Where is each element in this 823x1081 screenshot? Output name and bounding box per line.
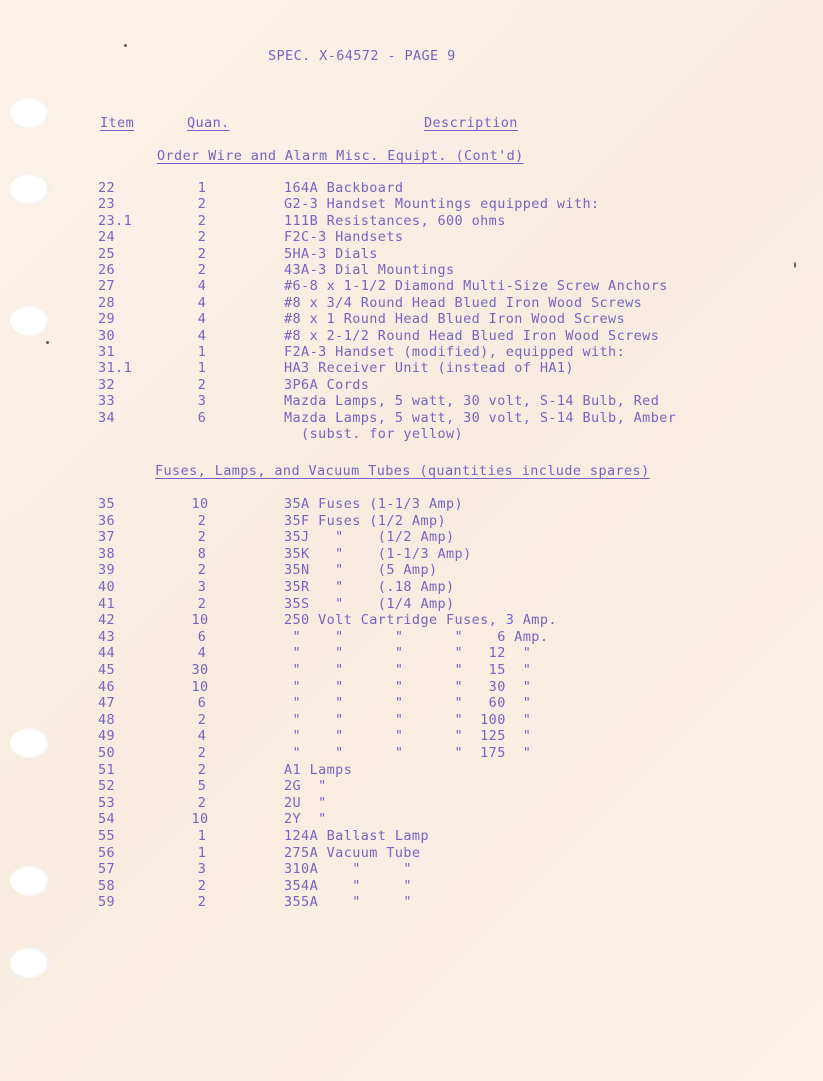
quantity: 1 [197,828,207,844]
quantity: 3 [197,861,207,878]
item-description: 35R " (.18 Amp) [284,579,455,595]
item-description: 250 Volt Cartridge Fuses, 3 Amp. [284,612,557,629]
item-description: HA3 Receiver Unit (instead of HA1) [284,360,574,377]
item-description: 5HA-3 Dials [284,245,378,262]
quantity: 10 [191,811,209,828]
item-description: 2U " [284,794,327,811]
item-number: 31.1 [98,360,133,377]
item-number: 45 [98,662,116,678]
quantity: 2 [197,196,207,213]
binder-hole [10,866,50,896]
item-number: 58 [98,877,116,894]
item-number: 56 [98,844,116,861]
item-description: 35F Fuses (1/2 Amp) [284,512,447,529]
paper-speck [794,262,796,268]
item-description: G2-3 Handset Mountings equipped with: [284,196,600,213]
item-number: 50 [98,745,116,761]
item-description: #8 x 3/4 Round Head Blued Iron Wood Screws [284,294,643,311]
item-description: #8 x 1 Round Head Blued Iron Wood Screws [284,311,626,328]
item-number: 27 [98,278,116,295]
item-description: 354A " " [284,877,412,894]
item-number: 32 [98,376,116,393]
item-description: 35K " (1-1/3 Amp) [284,545,472,562]
quantity: 2 [197,562,207,579]
item-number: 57 [98,861,116,878]
item-number: 54 [98,811,116,828]
quantity: 2 [197,229,207,246]
quantity: 2 [197,376,207,393]
quantity: 1 [197,180,207,196]
binder-hole [10,98,50,128]
quantity: 4 [197,728,207,745]
binder-hole [10,728,50,758]
header-quan: Quan. [187,115,230,131]
item-description: " " " " 60 " [284,695,532,712]
item-number: 37 [98,529,116,546]
item-description: 310A " " [284,861,412,878]
quantity: 4 [197,294,207,311]
quantity: 5 [197,778,207,795]
item-description: 3P6A Cords [284,376,370,393]
item-number: 28 [98,294,116,311]
item-description: F2C-3 Handsets [284,229,404,246]
item-description: 35A Fuses (1-1/3 Amp) [284,496,464,512]
quantity: 2 [197,529,207,546]
item-number: 39 [98,562,116,579]
item-number: 33 [98,393,116,410]
paper-speck [46,341,49,344]
item-number: 29 [98,311,116,328]
item-description: 111B Resistances, 600 ohms [284,212,506,229]
quantity: 30 [191,662,209,678]
quantity: 2 [197,877,207,894]
item-number: 36 [98,512,116,529]
quantity: 10 [191,612,209,629]
quantity: 4 [197,311,207,328]
item-number: 47 [98,695,116,712]
binder-hole [10,306,50,336]
item-description: 2Y " [284,811,327,828]
item-description: 35J " (1/2 Amp) [284,529,455,546]
item-description: (subst. for yellow) [284,426,464,442]
quantity: 2 [197,745,207,761]
item-number: 46 [98,678,116,695]
item-description: " " " " 125 " [284,728,532,745]
item-number: 30 [98,327,116,344]
item-number: 41 [98,595,116,612]
item-description: 355A " " [284,894,412,911]
item-description: 2G " [284,778,327,795]
quantity: 1 [197,360,207,377]
page-title: SPEC. X-64572 - PAGE 9 [268,48,456,64]
item-number: 42 [98,612,116,629]
item-description: " " " " 6 Amp. [284,628,549,645]
quantity: 3 [197,393,207,410]
item-description: 275A Vacuum Tube [284,844,421,861]
item-description: " " " " 15 " [284,662,532,678]
item-description: #6-8 x 1-1/2 Diamond Multi-Size Screw Anchors [284,278,668,295]
item-number: 59 [98,894,116,911]
item-description: 124A Ballast Lamp [284,828,429,844]
quantity: 2 [197,794,207,811]
item-description: 164A Backboard [284,180,404,196]
section-title-fuses-lamps: Fuses, Lamps, and Vacuum Tubes (quantities include spares) [155,463,650,479]
item-description: A1 Lamps [284,761,353,778]
item-number: 40 [98,579,116,595]
item-number: 22 [98,180,116,196]
item-number: 26 [98,262,116,278]
item-number: 51 [98,761,116,778]
item-description: " " " " 100 " [284,711,532,728]
item-description: " " " " 12 " [284,645,532,662]
header-item: Item [100,115,135,131]
item-description: 35N " (5 Amp) [284,562,438,579]
item-number: 35 [98,496,116,512]
paper-speck [124,44,127,47]
item-description: Mazda Lamps, 5 watt, 30 volt, S-14 Bulb, Amber [284,409,677,426]
quantity: 2 [197,262,207,278]
item-number: 34 [98,409,116,426]
item-number: 31 [98,344,116,360]
quantity: 2 [197,512,207,529]
item-number: 43 [98,628,116,645]
item-number: 23.1 [98,212,133,229]
quantity: 4 [197,278,207,295]
quantity: 2 [197,245,207,262]
quantity: 4 [197,645,207,662]
item-description: " " " " 175 " [284,745,532,761]
item-number: 24 [98,229,116,246]
quantity: 10 [191,678,209,695]
item-number: 48 [98,711,116,728]
item-number: 52 [98,778,116,795]
quantity: 10 [191,496,209,512]
quantity: 1 [197,344,207,360]
quantity: 2 [197,894,207,911]
item-description: " " " " 30 " [284,678,532,695]
quantity: 2 [197,761,207,778]
binder-hole [10,948,50,978]
item-number: 25 [98,245,116,262]
quantity: 6 [197,695,207,712]
section-title-order-wire: Order Wire and Alarm Misc. Equipt. (Cont'd) [157,148,524,164]
item-number: 23 [98,196,116,213]
item-description: #8 x 2-1/2 Round Head Blued Iron Wood Screws [284,327,660,344]
item-description: 43A-3 Dial Mountings [284,262,455,278]
item-number: 53 [98,794,116,811]
quantity: 3 [197,579,207,595]
quantity: 6 [197,409,207,426]
item-number: 55 [98,828,116,844]
quantity: 8 [197,545,207,562]
quantity: 2 [197,711,207,728]
binder-hole [10,174,50,204]
quantity: 4 [197,327,207,344]
item-description: 35S " (1/4 Amp) [284,595,455,612]
item-number: 38 [98,545,116,562]
quantity: 6 [197,628,207,645]
quantity: 2 [197,595,207,612]
item-number: 44 [98,645,116,662]
item-number: 49 [98,728,116,745]
quantity: 1 [197,844,207,861]
item-description: Mazda Lamps, 5 watt, 30 volt, S-14 Bulb, Red [284,393,660,410]
quantity: 2 [197,212,207,229]
item-description: F2A-3 Handset (modified), equipped with: [284,344,626,360]
header-description: Description [424,115,518,131]
